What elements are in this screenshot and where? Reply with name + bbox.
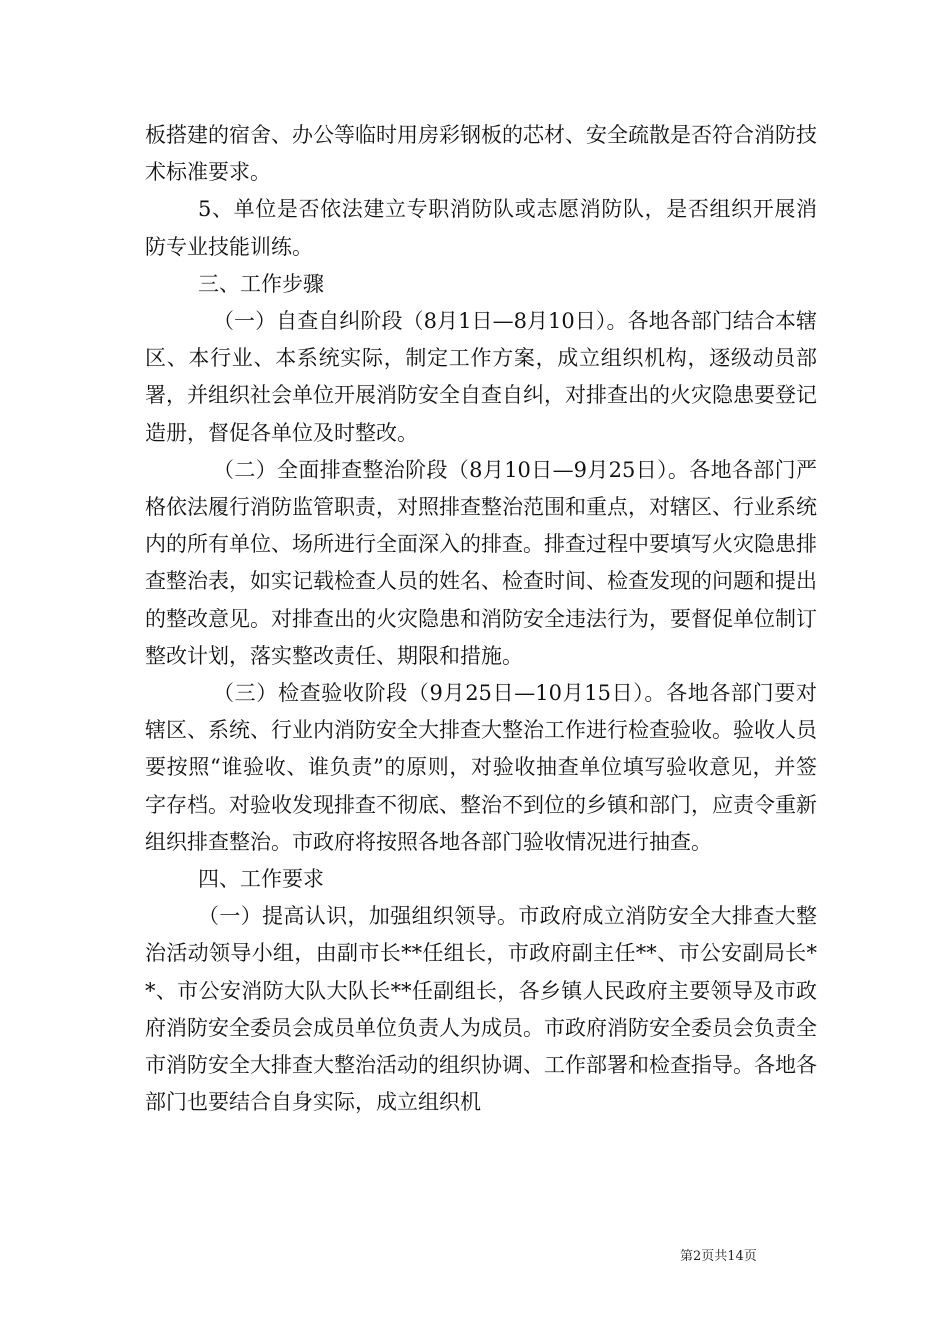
section-heading-work-requirements: 四、工作要求 — [198, 867, 324, 892]
paragraph-step-1: （一）自查自纠阶段（8月1日—8月10日）。各地各部门结合本辖区、本行业、本系统实际，制定工作方案，成立组织机构，逐级动员部署，并组织社会单位开展消防安全自查自纠，对排查出的火灾隐患要登记造册，督促各单位及时整改。 — [145, 309, 817, 445]
document-body — [145, 117, 817, 1121]
paragraph-step-2: （二）全面排查整治阶段（8月10日—9月25日）。各地各部门严格依法履行消防监管职责，对照排查整治范围和重点，对辖区、行业系统内的所有单位、场所进行全面深入的排查。排查过程中要填写火灾隐患排查整治表，如实记载检查人员的姓名、检查时间、检查发现的问题和提出的整改意见。对排查出的火灾隐患和消防安全违法行为，要督促单位制订整改计划，落实整改责任、期限和措施。 — [145, 457, 817, 668]
section-heading-work-steps: 三、工作步骤 — [198, 271, 324, 296]
page-number-footer: 第2页共14页 — [680, 1249, 757, 1264]
paragraph-item-5: 5、单位是否依法建立专职消防队或志愿消防队，是否组织开展消防专业技能训练。 — [145, 197, 817, 259]
paragraph-requirement-1: （一）提高认识，加强组织领导。市政府成立消防安全大排查大整治活动领导小组，由副市长**任组长，市政府副主任**、市公安副局长**、市公安消防大队大队长**任副组长，各乡镇人民政府主要领导及市政府消防安全委员会成员单位负责人为成员。市政府消防安全委员会负责全市消防安全大排查大整治活动的组织协调、工作部署和检查指导。各地各部门也要结合自身实际，成立组织机 — [145, 904, 817, 1115]
paragraph-step-3: （三）检查验收阶段（9月25日—10月15日）。各地各部门要对辖区、系统、行业内消防安全大排查大整治工作进行检查验收。验收人员要按照“谁验收、谁负责”的原则，对验收抽查单位填写验收意见，并签字存档。对验收发现排查不彻底、整治不到位的乡镇和部门，应责令重新组织排查整治。市政府将按照各地各部门验收情况进行抽查。 — [145, 681, 817, 854]
paragraph-continuation: 板搭建的宿舍、办公等临时用房彩钢板的芯材、安全疏散是否符合消防技术标准要求。 — [145, 123, 817, 185]
